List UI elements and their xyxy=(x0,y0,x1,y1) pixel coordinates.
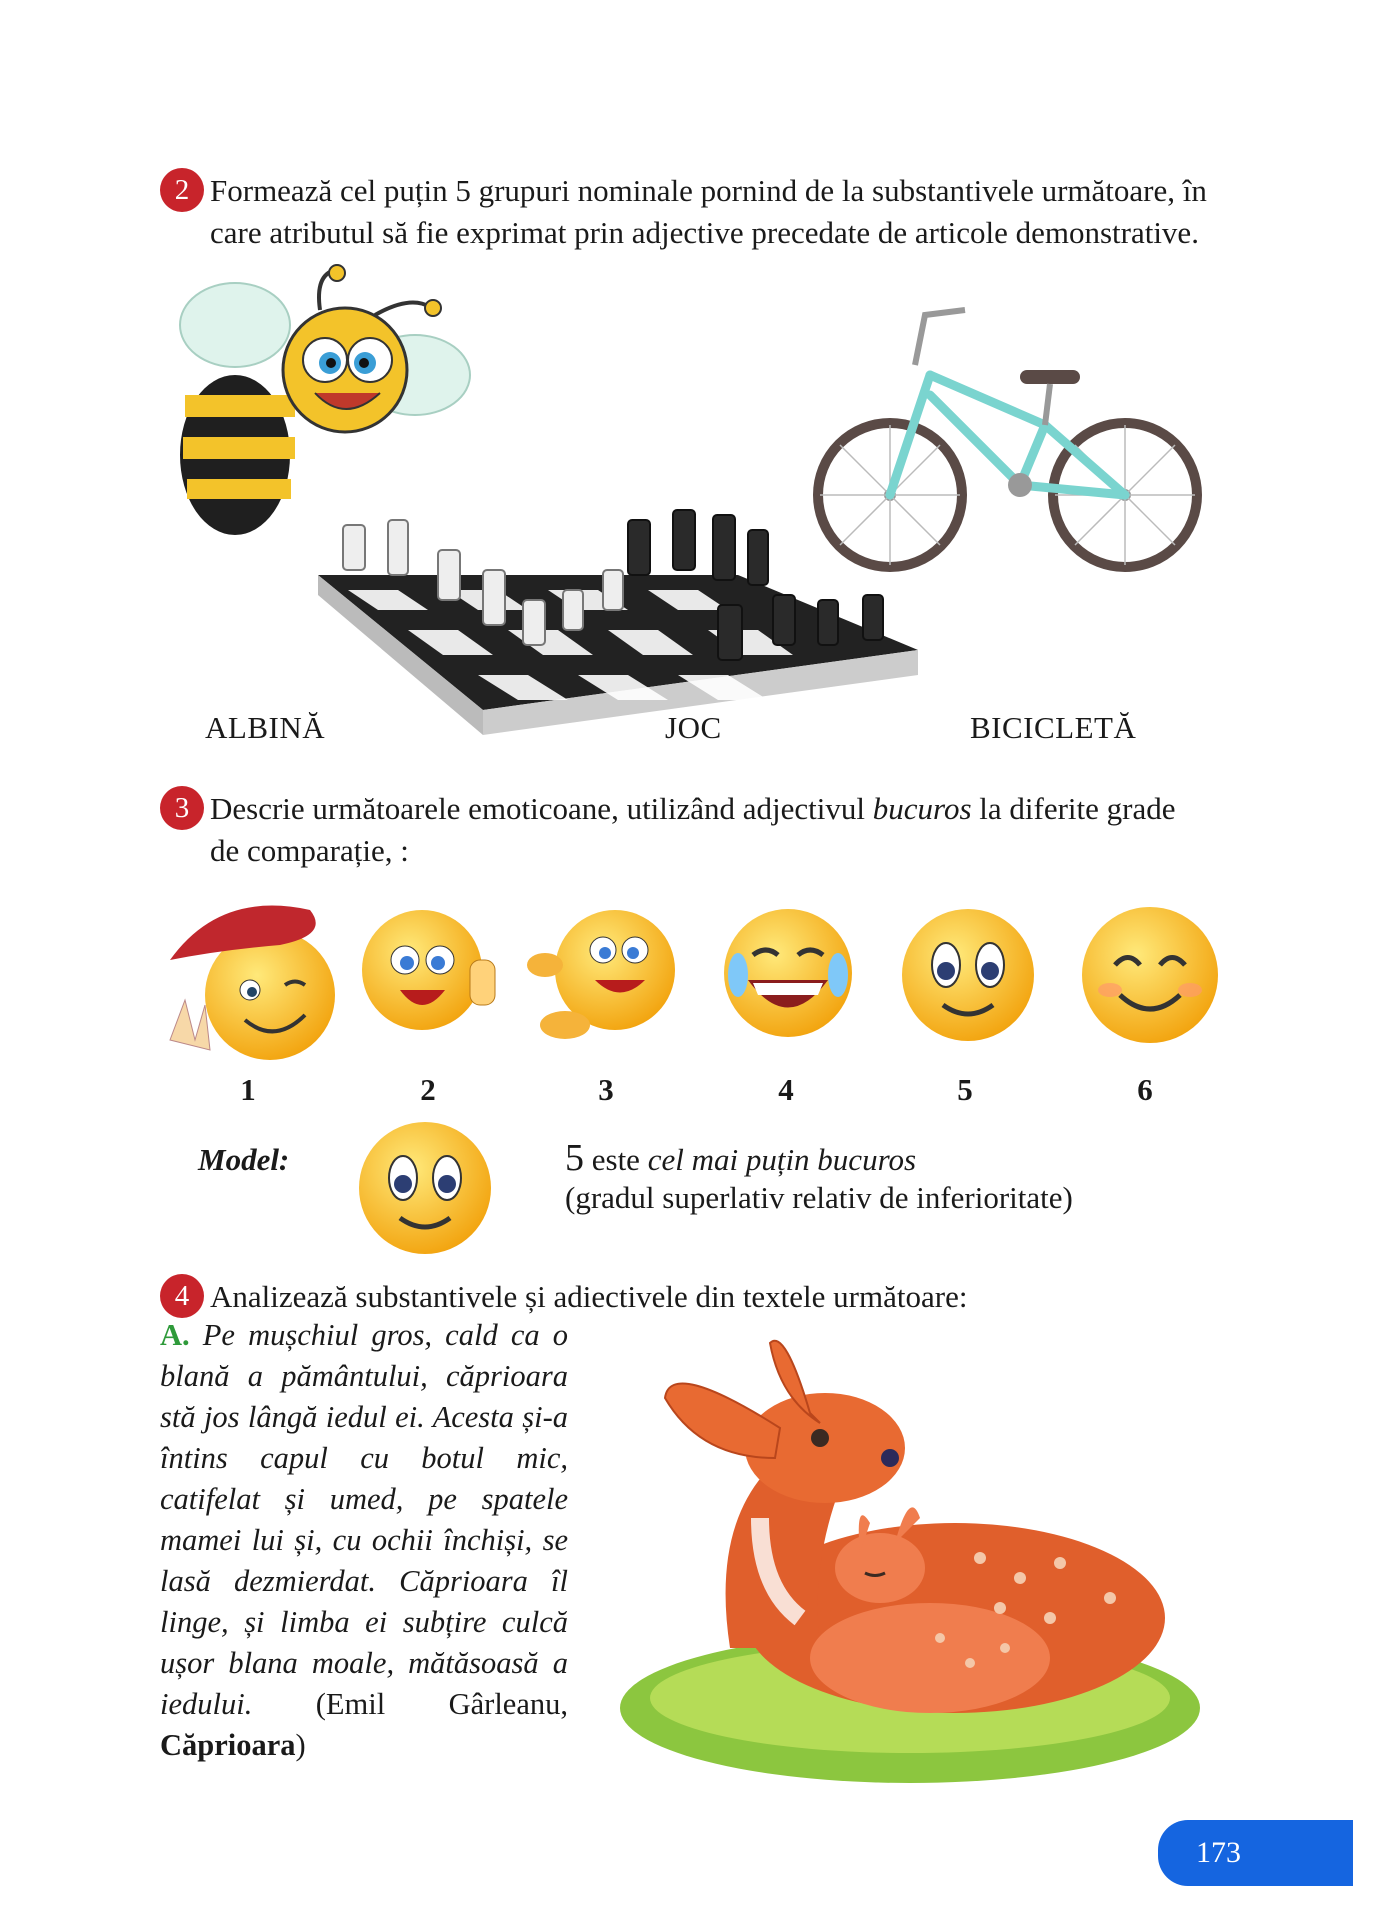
exercise-3-instruction-line2: de comparație, : xyxy=(210,833,409,868)
emoji-number-2: 2 xyxy=(420,1072,436,1107)
caption-bicicleta: BICICLETĂ xyxy=(970,710,1137,745)
page-number-tab: 173 xyxy=(1158,1820,1353,1886)
poem-text-block xyxy=(160,1315,568,1766)
poem-source-a: (Emil Gârleanu, xyxy=(252,1687,568,1721)
model-line1 xyxy=(565,1136,916,1180)
exercise-3-badge: 3 xyxy=(160,786,204,830)
model-line2: (gradul superlativ relativ de inferioritate) xyxy=(565,1180,1073,1215)
instruction-text-a: Descrie următoarele emoticoane, utilizând adjectivul xyxy=(210,791,873,826)
model-label: Model: xyxy=(198,1142,290,1177)
instruction-text-c: la diferite grade xyxy=(971,791,1176,826)
exercise-2-badge: 2 xyxy=(160,168,204,212)
deer-illustration xyxy=(610,1318,1210,1788)
emoji-1-cap-wink-icon xyxy=(160,890,340,1060)
instruction-text-italic: bucuros xyxy=(872,791,972,826)
exercise-4-badge: 4 xyxy=(160,1274,204,1318)
text-label-a: A. xyxy=(160,1318,190,1352)
emoji-4-tears-of-joy-icon xyxy=(718,905,858,1045)
poem-body: Pe mușchiul gros, cald ca o blană a pământului, căprioara stă jos lângă iedul ei. Acesta și-a întins capul cu botul mic, catifelat și umed, pe spatele mamei lui și, cu ochii închiși, se lasă dezmierdat. Căprioara îl linge, și limba ei subțire culcă ușor blana moale, mătăsoasă a iedului. xyxy=(160,1318,568,1721)
emoji-number-3: 3 xyxy=(598,1072,614,1107)
exercise-3-instruction-line1 xyxy=(210,788,1175,830)
emoji-3-running-icon xyxy=(525,905,685,1045)
model-text-a: este xyxy=(584,1142,648,1177)
caption-albina: ALBINĂ xyxy=(205,710,326,745)
exercise-2-instruction-line1: Formează cel puțin 5 grupuri nominale pornind de la substantivele următoare, în xyxy=(210,173,1207,208)
model-text-italic: cel mai puțin bucuros xyxy=(647,1142,917,1177)
poem-source-title: Căprioara xyxy=(160,1728,296,1762)
exercise-2-instruction-line2: care atributul să fie exprimat prin adjective precedate de articole demonstrative. xyxy=(210,215,1199,250)
emoji-number-1: 1 xyxy=(240,1072,256,1107)
poem-source-c: ) xyxy=(295,1728,306,1762)
model-number: 5 xyxy=(565,1137,584,1179)
caption-joc: JOC xyxy=(665,710,722,745)
emoji-2-thumbs-up-icon xyxy=(360,905,500,1045)
chessboard-illustration xyxy=(318,510,918,740)
emoji-5-smile-icon xyxy=(898,905,1038,1045)
emoji-6-content-smile-icon xyxy=(1080,905,1220,1045)
emoji-number-6: 6 xyxy=(1137,1072,1153,1107)
emoji-number-5: 5 xyxy=(957,1072,973,1107)
model-emoji-icon xyxy=(355,1118,495,1258)
emoji-number-4: 4 xyxy=(778,1072,794,1107)
exercise-4-instruction: Analizează substantivele și adiectivele din textele următoare: xyxy=(210,1279,968,1314)
